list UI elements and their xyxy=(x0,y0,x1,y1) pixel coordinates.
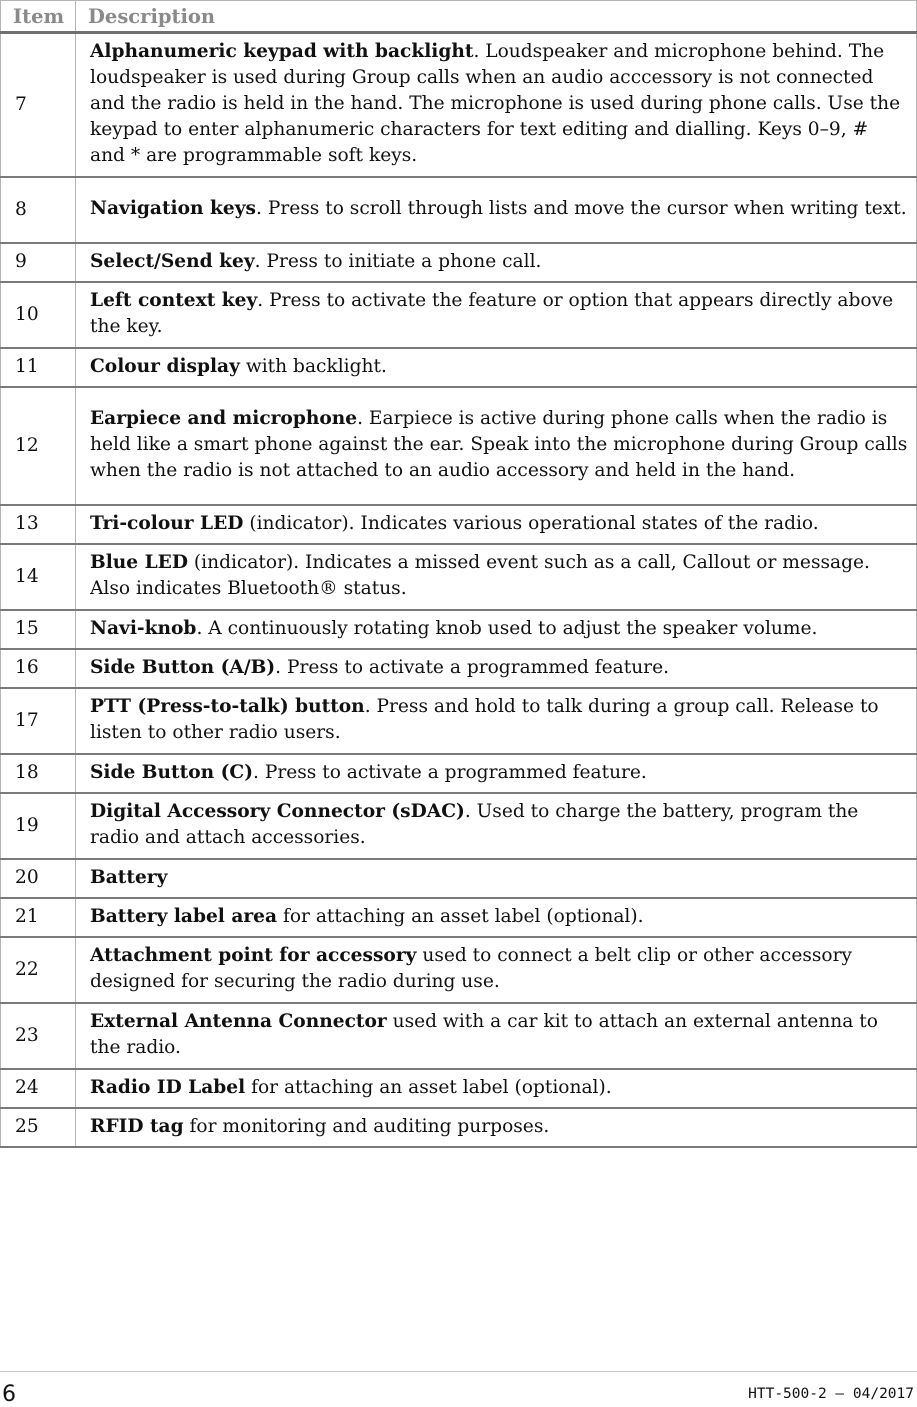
item-number: 21 xyxy=(1,898,76,937)
item-name: Select/Send key xyxy=(90,250,255,272)
table-row xyxy=(1,177,917,243)
item-description xyxy=(76,243,917,282)
item-name: Earpiece and microphone xyxy=(90,408,358,429)
item-description xyxy=(76,688,917,754)
item-text: (indicator). Indicates various operational states of the radio. xyxy=(243,512,819,534)
header-item: Item xyxy=(1,1,76,33)
item-text: (indicator). Indicates a missed event such as a call, Callout or message. Also indicates Bluetooth® status. xyxy=(90,552,870,599)
item-description xyxy=(76,1069,917,1108)
item-name: Digital Accessory Connector (sDAC) xyxy=(90,801,465,822)
item-text: . Press to activate the feature or option that appears directly above the key. xyxy=(90,290,894,337)
item-name: External Antenna Connector xyxy=(90,1011,387,1032)
item-text: . Press to initiate a phone call. xyxy=(254,250,542,272)
item-name: Battery label area xyxy=(90,905,278,927)
item-number: 8 xyxy=(1,177,76,243)
table-row xyxy=(1,243,917,282)
header-description: Description xyxy=(76,1,917,33)
item-name: Side Button (A/B) xyxy=(90,656,276,678)
table-row xyxy=(1,793,917,859)
item-number: 11 xyxy=(1,348,76,387)
item-description xyxy=(76,937,917,1003)
item-number: 20 xyxy=(1,859,76,898)
table-row xyxy=(1,544,917,610)
item-number: 23 xyxy=(1,1003,76,1069)
table-row xyxy=(1,387,917,505)
table-row xyxy=(1,282,917,348)
item-text: with backlight. xyxy=(239,355,387,377)
item-description xyxy=(76,1003,917,1069)
item-description xyxy=(76,649,917,688)
table-row xyxy=(1,1069,917,1108)
item-name: Battery xyxy=(90,866,168,888)
item-name: PTT (Press-to-talk) button xyxy=(90,696,365,717)
item-number: 24 xyxy=(1,1069,76,1108)
item-number: 13 xyxy=(1,505,76,544)
item-text: for attaching an asset label (optional). xyxy=(277,905,644,927)
item-description xyxy=(76,177,917,243)
item-text: . A continuously rotating knob used to adjust the speaker volume. xyxy=(196,617,818,639)
item-name: Navi-knob xyxy=(90,617,197,639)
item-name: Attachment point for accessory xyxy=(90,945,417,966)
item-text: used with a car kit to attach an external antenna to the radio. xyxy=(90,1011,878,1058)
item-number: 25 xyxy=(1,1108,76,1147)
item-number: 9 xyxy=(1,243,76,282)
item-description xyxy=(76,505,917,544)
item-text: . Press to scroll through lists and move the cursor when writing text. xyxy=(256,198,907,219)
item-number: 16 xyxy=(1,649,76,688)
item-description xyxy=(76,898,917,937)
table-row xyxy=(1,505,917,544)
item-name: Side Button (C) xyxy=(90,761,253,783)
item-description xyxy=(76,754,917,793)
item-name: Left context key xyxy=(90,290,258,311)
item-text: . Press to activate a programmed feature. xyxy=(275,656,669,678)
item-text: . Press and hold to talk during a group call. Release to listen to other radio users. xyxy=(90,696,879,743)
table-row xyxy=(1,33,917,177)
table-row xyxy=(1,859,917,898)
item-number: 10 xyxy=(1,282,76,348)
table-row xyxy=(1,1003,917,1069)
item-text: used to connect a belt clip or other accessory designed for securing the radio during use. xyxy=(90,945,852,992)
item-description xyxy=(76,282,917,348)
item-text: . Used to charge the battery, program the radio and attach accessories. xyxy=(90,801,859,848)
item-description xyxy=(76,33,917,177)
table-row xyxy=(1,688,917,754)
item-number: 19 xyxy=(1,793,76,859)
page-number: 6 xyxy=(2,1382,16,1407)
table-row xyxy=(1,937,917,1003)
footer-divider xyxy=(0,1371,917,1372)
table-row xyxy=(1,348,917,387)
table-row xyxy=(1,1108,917,1147)
item-description xyxy=(76,793,917,859)
table-row xyxy=(1,754,917,793)
item-text: . Loudspeaker and microphone behind. The loudspeaker is used during Group calls when an audio acccessory is not connected and the radio is held in the hand. The microphone is used during phone calls. Use the keypad to enter alphanumeric characters for text editing and dialling. Keys 0–9, # and * are programmable soft keys. xyxy=(90,41,901,167)
item-description xyxy=(76,1108,917,1147)
item-number: 12 xyxy=(1,387,76,505)
table-row xyxy=(1,610,917,649)
item-name: Tri-colour LED xyxy=(90,512,244,534)
item-number: 15 xyxy=(1,610,76,649)
item-name: RFID tag xyxy=(90,1115,184,1137)
table-header-row xyxy=(1,1,917,33)
item-number: 22 xyxy=(1,937,76,1003)
item-text: . Press to activate a programmed feature. xyxy=(253,761,647,783)
item-description xyxy=(76,348,917,387)
item-text: for monitoring and auditing purposes. xyxy=(183,1115,550,1137)
item-number: 14 xyxy=(1,544,76,610)
item-name: Navigation keys xyxy=(90,198,256,219)
item-name: Colour display xyxy=(90,355,240,377)
item-description xyxy=(76,387,917,505)
table-row xyxy=(1,649,917,688)
item-name: Radio ID Label xyxy=(90,1076,246,1098)
document-reference: HTT-500-2 – 04/2017 xyxy=(748,1386,914,1402)
item-description xyxy=(76,610,917,649)
table-row xyxy=(1,898,917,937)
item-number: 7 xyxy=(1,33,76,177)
item-text: for attaching an asset label (optional). xyxy=(245,1076,612,1098)
item-description xyxy=(76,544,917,610)
item-description xyxy=(76,859,917,898)
item-name: Blue LED xyxy=(90,552,188,573)
item-number: 18 xyxy=(1,754,76,793)
item-number: 17 xyxy=(1,688,76,754)
item-text: . Earpiece is active during phone calls when the radio is held like a smart phone against the ear. Speak into the microphone during Group calls when the radio is not attached to an audio accessory and held in the hand. xyxy=(90,408,908,481)
item-name: Alphanumeric keypad with backlight xyxy=(90,41,474,63)
